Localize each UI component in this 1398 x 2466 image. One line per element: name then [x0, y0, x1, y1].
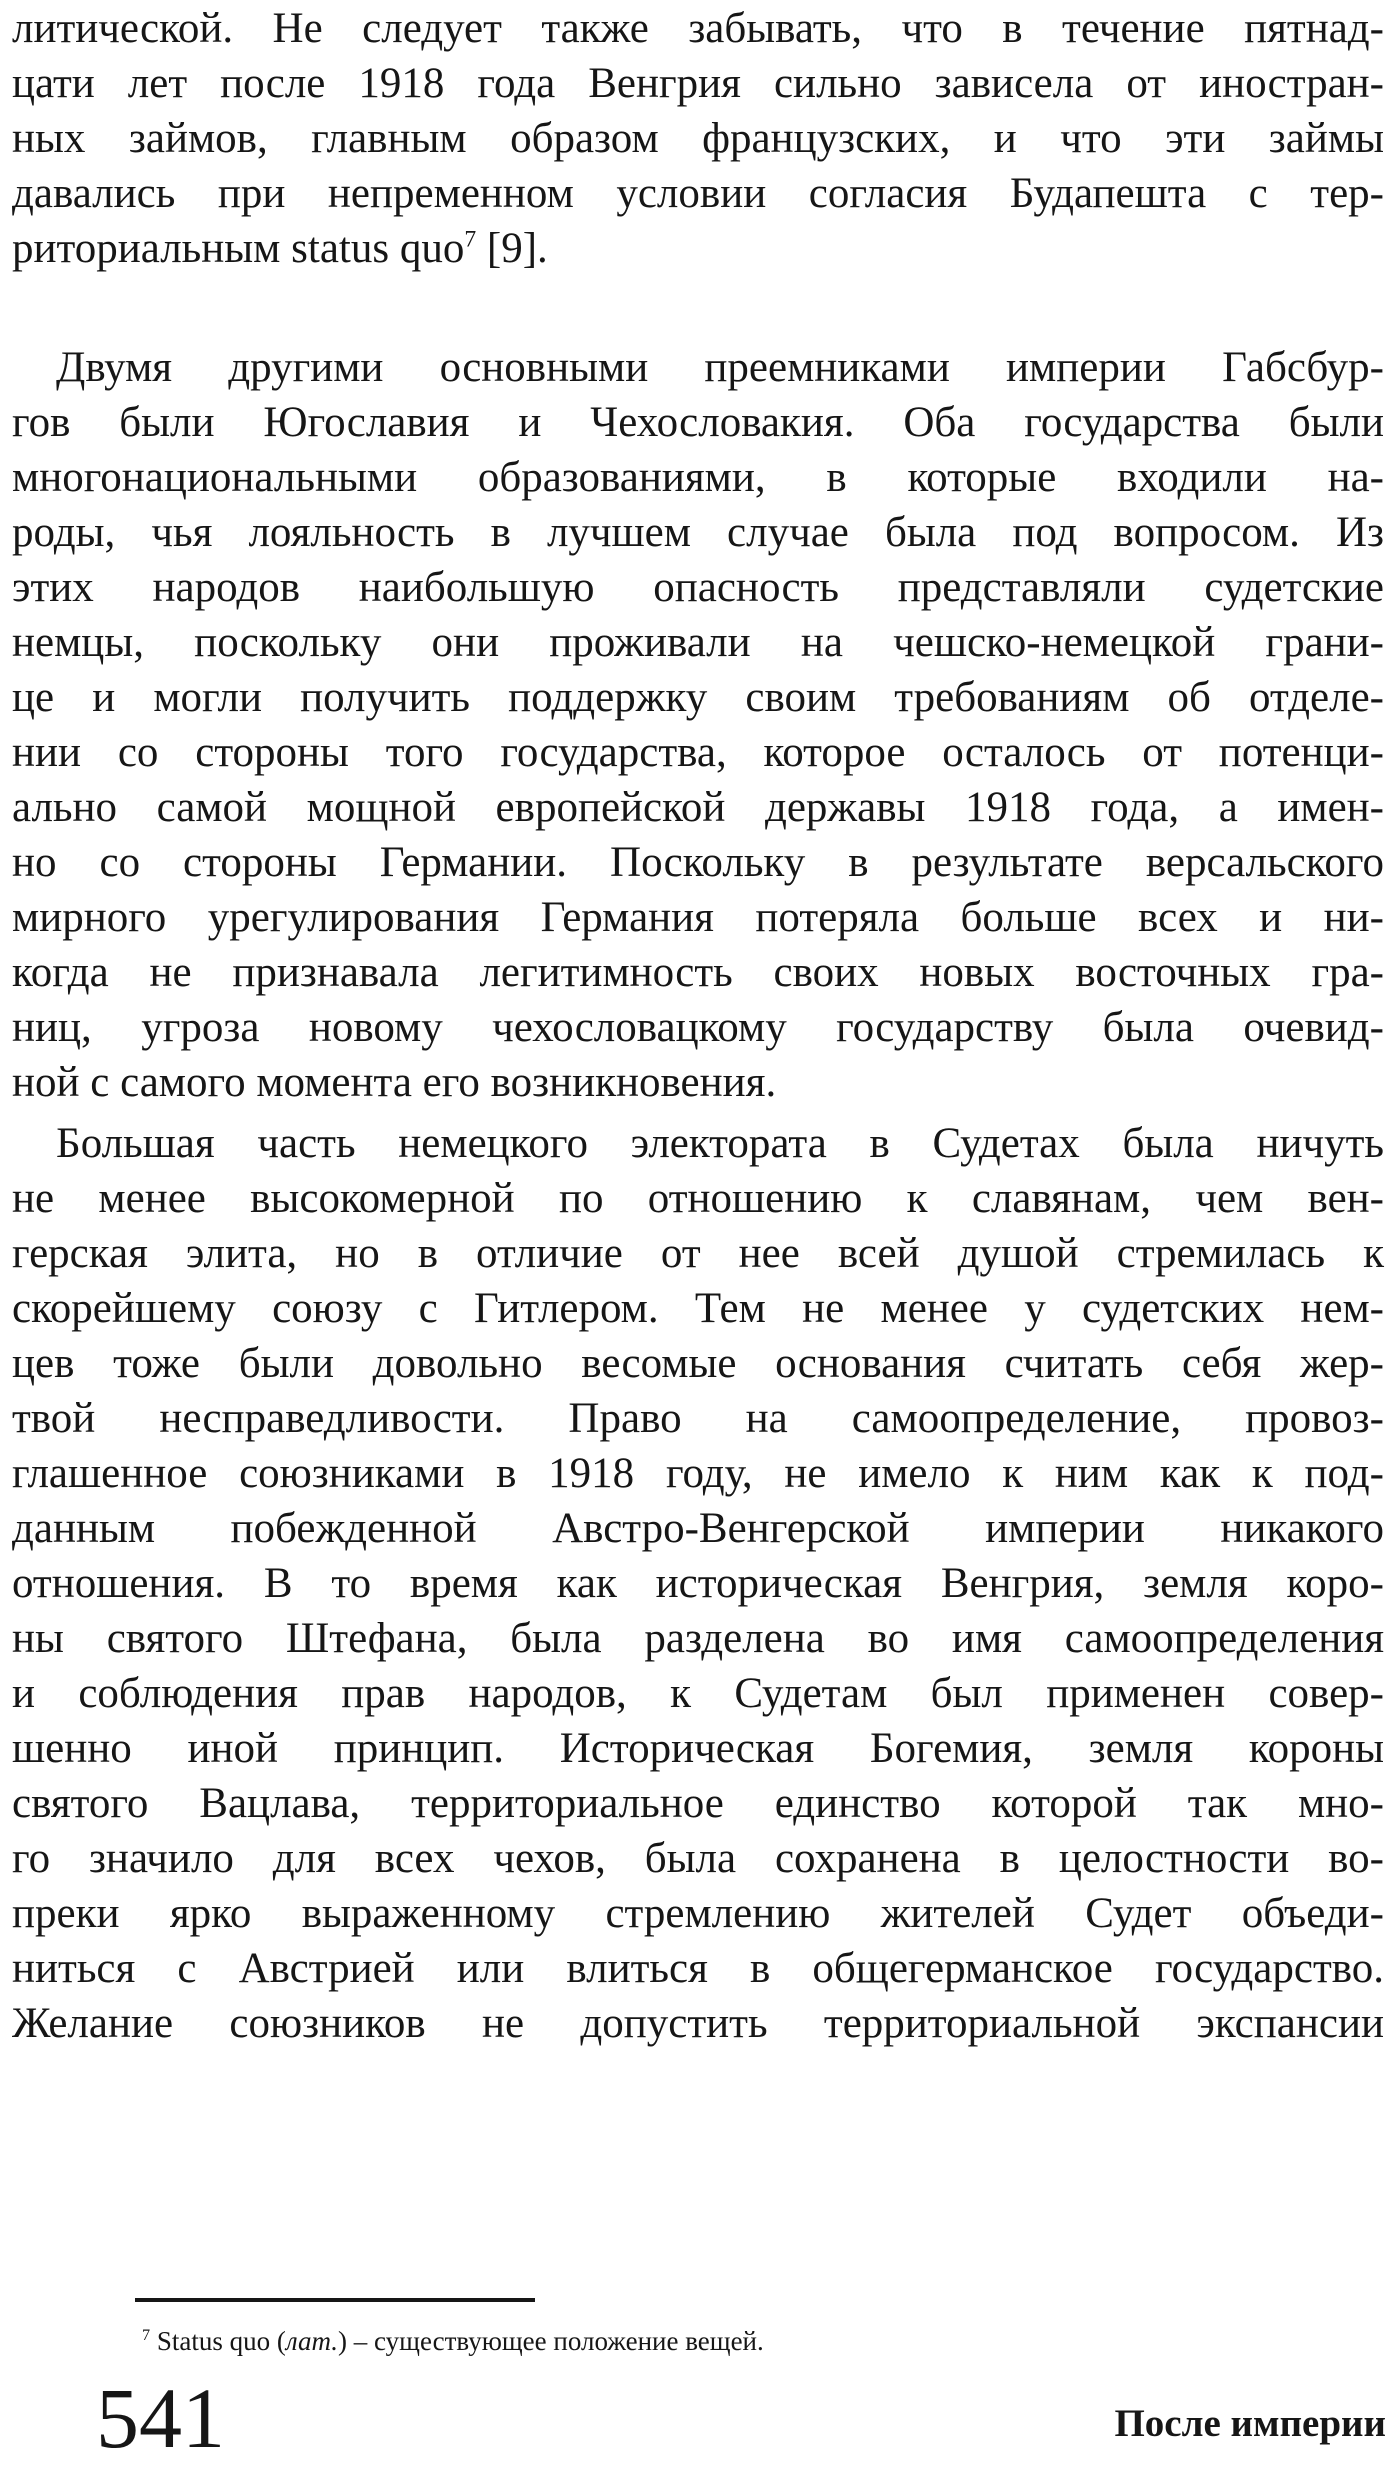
text-line: мирного урегулирования Германия потеряла больше всех и ни- [12, 894, 1384, 941]
footnote-text: ) – существующее положение вещей. [338, 2326, 764, 2356]
text-line: многонациональными образованиями, в которые входили на- [12, 454, 1384, 501]
text-line: когда не признавала легитимность своих новых восточных гра- [12, 949, 1384, 996]
text-line: це и могли получить поддержку своим требованиям об отделе- [12, 674, 1384, 721]
text-line: святого Вацлава, территориальное единство которой так мно- [12, 1780, 1384, 1827]
footnote-text: Status quo ( [150, 2326, 286, 2356]
text-line: шенно иной принцип. Историческая Богемия, земля короны [12, 1725, 1384, 1772]
text-line: глашенное союзниками в 1918 году, не имело к ним как к под- [12, 1450, 1384, 1497]
text-line: роды, чья лояльность в лучшем случае была под вопросом. Из [12, 509, 1384, 556]
footnote-reference: 7 [464, 226, 477, 253]
text-line: ны святого Штефана, была разделена во имя самоопределения [12, 1615, 1384, 1662]
text-line: данным побежденной Австро-Венгерской империи никакого [12, 1505, 1384, 1552]
text-line: твой несправедливости. Право на самоопределение, провоз- [12, 1395, 1384, 1442]
running-title: После империи [1114, 2402, 1386, 2445]
text-line: литической. Не следует также забывать, что в течение пятнад- [12, 5, 1384, 52]
citation: [9]. [476, 225, 548, 272]
footnote [142, 2324, 764, 2358]
text-line: немцы, поскольку они проживали на чешско-немецкой грани- [12, 619, 1384, 666]
text-line: скорейшему союзу с Гитлером. Тем не менее у судетских нем- [12, 1285, 1384, 1332]
text-line: и соблюдения прав народов, к Судетам был применен совер- [12, 1670, 1384, 1717]
text-line: ально самой мощной европейской державы 1918 года, а имен- [12, 784, 1384, 831]
text-line: Желание союзников не допустить территориальной экспансии [12, 2000, 1384, 2047]
footnote-italic: лат. [285, 2326, 339, 2356]
text-line: давались при непременном условии согласия Будапешта с тер- [12, 170, 1384, 217]
text-line: ниц, угроза новому чехословацкому государству была очевид- [12, 1004, 1384, 1051]
text-line: ных займов, главным образом французских, и что эти займы [12, 115, 1384, 162]
text-line: отношения. В то время как историческая Венгрия, земля коро- [12, 1560, 1384, 1607]
text-line: преки ярко выраженному стремлению жителей Судет объеди- [12, 1890, 1384, 1937]
text-line: не менее высокомерной по отношению к славянам, чем вен- [12, 1175, 1384, 1222]
text-line: герская элита, но в отличие от нее всей душой стремилась к [12, 1230, 1384, 1277]
text-run: риториальным status quo [12, 225, 465, 272]
text-line: Большая часть немецкого электората в Судетах была ничуть [56, 1120, 1384, 1167]
text-line: цати лет после 1918 года Венгрия сильно зависела от иностран- [12, 60, 1384, 107]
text-line: цев тоже были довольно весомые основания считать себя жер- [12, 1340, 1384, 1387]
text-line: ниться с Австрией или влиться в общегерманское государство. [12, 1945, 1384, 1992]
text-line: Двумя другими основными преемниками империи Габсбур- [56, 344, 1384, 391]
page-number: 541 [96, 2370, 225, 2466]
text-line [12, 224, 1384, 274]
text-line: этих народов наибольшую опасность представляли судетские [12, 564, 1384, 611]
footnote-divider [135, 2298, 535, 2302]
text-line: го значило для всех чехов, была сохранена в целостности во- [12, 1835, 1384, 1882]
text-line: гов были Югославия и Чехословакия. Оба государства были [12, 399, 1384, 446]
text-line: ной с самого момента его возникновения. [12, 1059, 777, 1106]
text-line: но со стороны Германии. Поскольку в результате версальского [12, 839, 1384, 886]
text-line: нии со стороны того государства, которое осталось от потенци- [12, 729, 1384, 776]
footnote-number: 7 [142, 2326, 151, 2344]
